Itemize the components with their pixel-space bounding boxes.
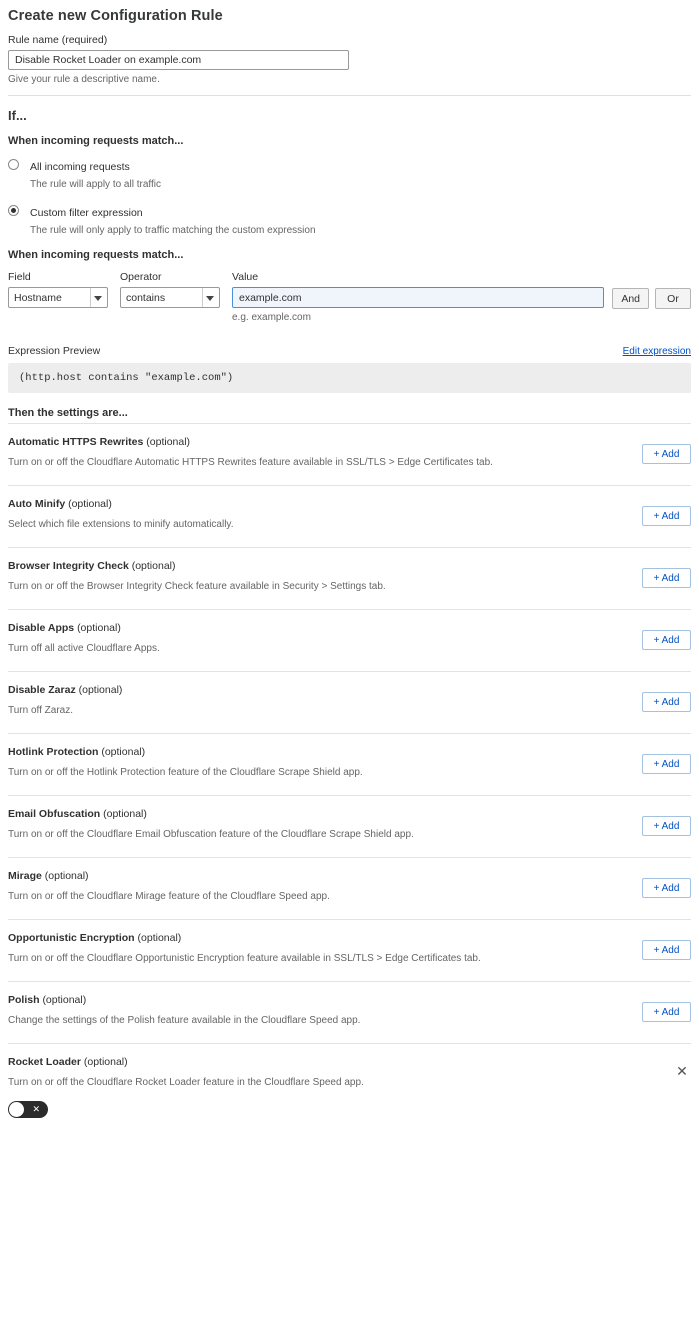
chevron-down-icon	[206, 296, 214, 301]
setting-description: Turn on or off the Browser Integrity Check feature available in Security > Settings tab.	[8, 581, 386, 592]
add-button[interactable]: + Add	[642, 568, 691, 588]
close-icon[interactable]: ✕	[676, 1062, 688, 1079]
setting-opportunistic-encryption	[8, 919, 691, 981]
value-input[interactable]	[232, 287, 604, 308]
field-select[interactable]	[8, 287, 108, 308]
setting-description: Turn off all active Cloudflare Apps.	[8, 643, 160, 654]
rule-name-help: Give your rule a descriptive name.	[8, 74, 160, 85]
setting-title: Mirage (optional)	[8, 870, 89, 882]
setting-hotlink-protection	[8, 733, 691, 795]
chevron-down-icon	[94, 296, 102, 301]
operator-label: Operator	[120, 271, 162, 283]
rocket-loader-toggle[interactable]	[8, 1101, 48, 1118]
setting-description: Turn on or off the Cloudflare Opportunistic Encryption feature available in SSL/TLS > Edge Certificates tab.	[8, 953, 481, 964]
field-column	[8, 271, 108, 308]
setting-title: Hotlink Protection (optional)	[8, 746, 146, 758]
field-select-separator	[90, 288, 91, 307]
operator-select-value: contains	[126, 292, 166, 304]
add-button[interactable]: + Add	[642, 630, 691, 650]
operator-select[interactable]	[120, 287, 220, 308]
setting-description: Change the settings of the Polish feature available in the Cloudflare Speed app.	[8, 1015, 361, 1026]
then-heading: Then the settings are...	[8, 407, 128, 419]
radio-sub-all-requests: The rule will apply to all traffic	[30, 179, 161, 190]
setting-browser-integrity-check	[8, 547, 691, 609]
toggle-knob	[9, 1102, 24, 1117]
add-button[interactable]: + Add	[642, 816, 691, 836]
filter-heading: When incoming requests match...	[8, 249, 184, 261]
setting-auto-minify	[8, 485, 691, 547]
radio-label-custom-filter: Custom filter expression	[30, 207, 143, 219]
expression-preview-label: Expression Preview	[8, 345, 101, 357]
filter-row	[8, 271, 691, 323]
setting-description: Turn on or off the Cloudflare Mirage feature of the Cloudflare Speed app.	[8, 891, 330, 902]
setting-rocket-loader	[8, 1043, 691, 1130]
match-heading: When incoming requests match...	[8, 135, 184, 147]
setting-title: Polish (optional)	[8, 994, 87, 1006]
setting-title: Email Obfuscation (optional)	[8, 808, 147, 820]
radio-label-all-requests: All incoming requests	[30, 161, 130, 173]
logic-buttons	[612, 271, 691, 309]
setting-disable-zaraz	[8, 671, 691, 733]
setting-description: Turn on or off the Cloudflare Automatic HTTPS Rewrites feature available in SSL/TLS > Edge Certificates tab.	[8, 457, 493, 468]
setting-title: Rocket Loader (optional)	[8, 1056, 128, 1068]
setting-title: Opportunistic Encryption (optional)	[8, 932, 182, 944]
add-button[interactable]: + Add	[642, 444, 691, 464]
radio-option-all-requests[interactable]	[8, 157, 691, 191]
add-button[interactable]: + Add	[642, 940, 691, 960]
setting-description: Turn on or off the Hotlink Protection feature of the Cloudflare Scrape Shield app.	[8, 767, 363, 778]
divider	[8, 95, 691, 96]
edit-expression-link[interactable]: Edit expression	[622, 346, 691, 357]
setting-automatic-https-rewrites	[8, 423, 691, 485]
operator-column	[120, 271, 220, 308]
radio-icon-all-requests[interactable]	[8, 159, 19, 170]
value-help: e.g. example.com	[232, 312, 311, 323]
field-label: Field	[8, 271, 31, 283]
value-label: Value	[232, 271, 259, 283]
add-button[interactable]: + Add	[642, 1002, 691, 1022]
setting-title: Browser Integrity Check (optional)	[8, 560, 176, 572]
setting-description: Turn off Zaraz.	[8, 705, 74, 716]
add-button[interactable]: + Add	[642, 506, 691, 526]
setting-description: Turn on or off the Cloudflare Email Obfuscation feature of the Cloudflare Scrape Shield app.	[8, 829, 414, 840]
or-button[interactable]: Or	[655, 288, 691, 309]
and-button[interactable]: And	[612, 288, 649, 309]
expression-preview: (http.host contains "example.com")	[8, 363, 691, 393]
radio-option-custom-filter[interactable]	[8, 203, 691, 237]
setting-disable-apps	[8, 609, 691, 671]
setting-polish	[8, 981, 691, 1043]
radio-sub-custom-filter: The rule will only apply to traffic matching the custom expression	[30, 225, 316, 236]
setting-description: Select which file extensions to minify automatically.	[8, 519, 234, 530]
if-section-heading: If...	[8, 108, 27, 123]
add-button[interactable]: + Add	[642, 878, 691, 898]
value-column	[232, 271, 604, 323]
operator-select-separator	[202, 288, 203, 307]
setting-title: Disable Zaraz (optional)	[8, 684, 123, 696]
add-button[interactable]: + Add	[642, 754, 691, 774]
toggle-off-icon: ✕	[32, 1104, 40, 1114]
setting-title: Auto Minify (optional)	[8, 498, 112, 510]
field-select-value: Hostname	[14, 292, 62, 304]
expression-header	[8, 345, 691, 357]
setting-email-obfuscation	[8, 795, 691, 857]
radio-icon-custom-filter[interactable]	[8, 205, 19, 216]
rule-name-group	[8, 34, 691, 85]
setting-mirage	[8, 857, 691, 919]
setting-title: Automatic HTTPS Rewrites (optional)	[8, 436, 191, 448]
page-title: Create new Configuration Rule	[8, 8, 223, 24]
setting-description: Turn on or off the Cloudflare Rocket Loader feature in the Cloudflare Speed app.	[8, 1077, 364, 1088]
add-button[interactable]: + Add	[642, 692, 691, 712]
rule-name-label: Rule name (required)	[8, 34, 108, 46]
setting-title: Disable Apps (optional)	[8, 622, 121, 634]
rule-name-input[interactable]	[8, 50, 349, 70]
